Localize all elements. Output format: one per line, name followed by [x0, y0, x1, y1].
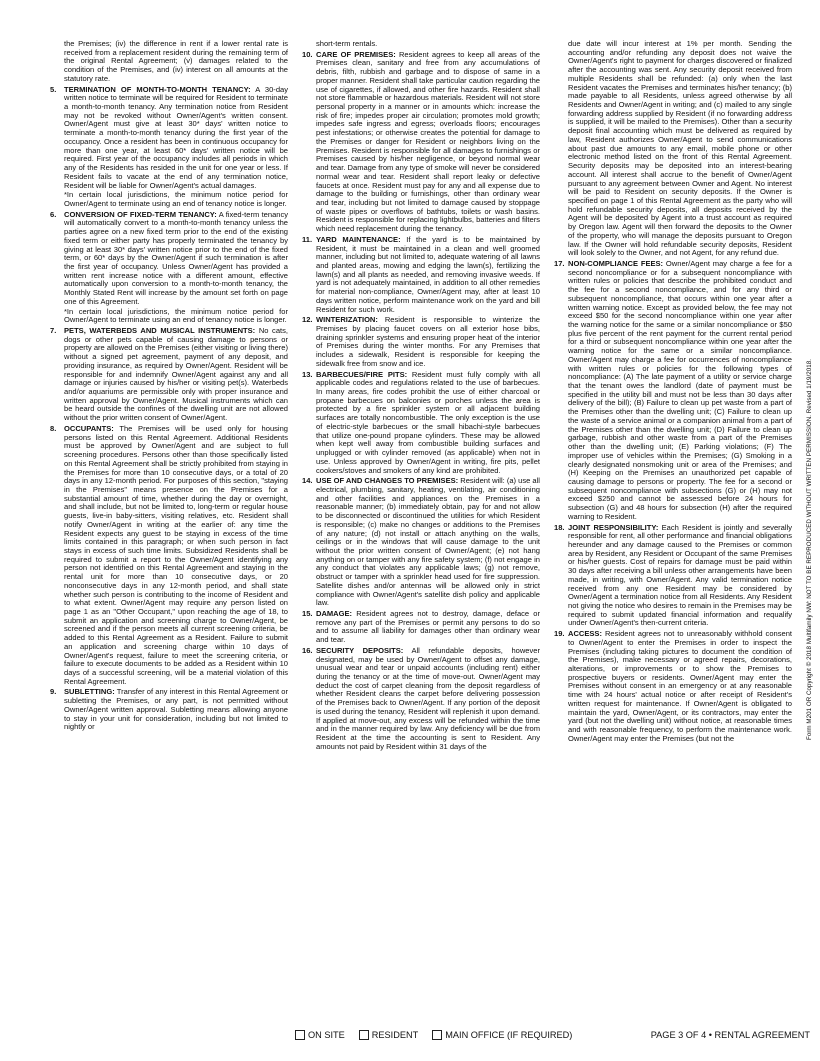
section-9-text: Transfer of any interest in this Rental Agreement or subletting the Premises, or any part, is not permitted without Owner/Agent written approval. Subletting means allowing anyone to stay in your unit for consideration, including but not limited to nightly or	[64, 687, 288, 732]
section-18-title: JOINT RESPONSIBILITY:	[568, 522, 659, 532]
section-13	[302, 371, 540, 476]
checkbox-box[interactable]	[295, 1030, 305, 1040]
resident-checkbox[interactable]	[359, 1030, 418, 1040]
section-5-number: 5.	[50, 84, 57, 94]
section-18-text: Each Resident is jointly and severally responsible for rent, all other performance and financial obligations hereunder and any damage caused to the Premises or common area by Resident, any Resident or Occupant of the same Premises or his/her guests. Cost of repairs for damage must be paid within 30 days after receiving a bill unless other arrangements have been made, in writing, with Owner/Agent. Any valid termination notice received from any one Resident may be considered by Owner/Agent a termination notice from all Residents. Any Resident not giving the notice who desires to remain in the Premises may be required to submit updated financial information and requalify under Owner/Agent's then-current criteria.	[568, 522, 793, 628]
main-office-checkbox[interactable]	[432, 1030, 572, 1040]
section-16-text: All refundable deposits, however designated, may be used by Owner/Agent to offset any damage, unusual wear and tear or unpaid accounts (including rent) either during the tenancy or at the time of move-out. Owner/Agent may deduct the cost of carpet cleaning from the deposit regardless of whether Resident cleans the carpet before delivering possession of the Premises back to Owner/Agent. If any portion of the deposit is used during the tenancy, Resident will replenish it upon demand. If applied at move-out, any excess will be refunded within the time and in the manner required by law. Any deficiency will be due from Resident at the time the accounting is sent to Resident. Any amounts not paid by Resident within 31 days of the	[316, 645, 540, 751]
main-office-label: MAIN OFFICE (IF REQUIRED)	[445, 1030, 573, 1040]
section-6-title: CONVERSION OF FIXED-TERM TENANCY:	[64, 209, 217, 219]
column-2	[302, 40, 540, 754]
footer	[50, 1027, 810, 1043]
section-5-note: *In certain local jurisdictions, the minimum notice period for Owner/Agent to terminate using an end of tenancy notice is longer.	[64, 190, 288, 208]
section-14-title: USE OF AND CHANGES TO PREMISES:	[316, 476, 459, 486]
section-10	[302, 51, 540, 234]
section-4-continuation	[50, 40, 288, 84]
section-15-text: Resident agrees not to destroy, damage, deface or remove any part of the Premises or permit any persons to do so and to assume all liability for damages other than ordinary wear and tear.	[316, 609, 540, 645]
section-12-text: Resident is responsible to winterize the Premises by placing faucet covers on all exterior hose bibs, draining sprinkler systems and ensuring proper heat of the interior of Premises during the winter months. For any Premises that includes a sidewalk, Resident is responsible for keeping the sidewalk free from snow and ice.	[316, 315, 540, 368]
section-15-number: 15.	[302, 609, 313, 618]
section-17-number: 17.	[554, 258, 565, 268]
section-12-number: 12.	[302, 315, 313, 325]
section-5-text: A 30-day written notice to terminate will be required for Resident to terminate a month-to-month tenancy. Any termination notice from Resident may not be revoked without Owner/Agent's written consent. Owner/Agent must give at least 30* days' written notice to terminate a month-to-month tenancy during the first year of the occupancy. Once a resident has been in continuous occupancy for more than one year, at least 60* days' written notice will be required. First year of the occupancy includes all periods in which any of the Residents has resided in the unit for one year or less. If Resident fails to vacate at the end of any termination notice, Resident will be liable for Owner/Agent's actual damages.	[64, 84, 288, 190]
copyright-side-text: Form M201 OR Copyright © 2018 Multifamily NW: NOT TO BE REPRODUCED WITHOUT WRITTEN PERMISSION. Revised 1/19/2018.	[806, 359, 813, 740]
column-1	[50, 40, 288, 734]
section-9-number: 9.	[50, 687, 57, 697]
section-19-text: Resident agrees not to unreasonably withhold consent to Owner/Agent to enter the Premises in order to inspect the Premises (including taking pictures to document the condition of the Premises), make necessary or agreed repairs, decorations, alterations, or improvements or to show the Premises to prospective buyers or residents. Owner/Agent may enter the Premises without consent in an emergency or at any reasonable time with 24 hours' actual notice or after receipt of Resident's written request for maintenance. If Owner/Agent is obligated to maintain the yard, Owner/Agent, or its contractors, may enter the yard (but not the dwelling unit) without notice, at reasonable times and with reasonable frequency, to perform the maintenance work. Owner/Agent may enter the Premises (but not the	[568, 629, 792, 743]
section-19-number: 19.	[554, 629, 565, 639]
checkbox-box[interactable]	[359, 1030, 369, 1040]
section-10-text: Resident agrees to keep all areas of the Premises clean, sanitary and free from any accumulations of debris, filth, rubbish and garbage and to dispose of same in a proper manner. Resident shall take particular caution regarding the use of cigarettes, if allowed, and other fire hazards. Resident shall not store flammable or hazardous materials. Resident will not store personal property in a manner or in amounts which: increase the risk of fire; impedes proper air circulation; promotes mold growth; impedes safe ingress and egress; overloads floors; encourages pest infestations; or otherwise creates the potential for damage to the Premises or danger for Resident or neighbors living on the Premises. Resident is responsible for all damages to furnishings or Premises caused by his/her negligence, or beyond normal wear and tear. Damage from any type of smoke will never be considered normal wear and tear. Resident shall report leaky or defective faucets at once. Resident must pay for any and all expense due to damage to the building or furnishings, other than ordinary wear and tear, including but not limited to damage caused by stoppage of waste pipes or overflows of bathtubs, toilets or wash basins. Resident is responsible for replacing lightbulbs, batteries and filters which need replacement during the tenancy.	[316, 49, 540, 234]
section-4-text: the Premises; (iv) the difference in rent if a lower rental rate is received from a replacement resident during the remaining term of the original Rental Agreement; (v) damages related to the condition of the Premises, and (iv) interest on all amounts at the statutory rate.	[64, 39, 288, 83]
section-8	[50, 425, 288, 687]
section-8-number: 8.	[50, 423, 57, 433]
section-11-text: If the yard is to be maintained by Resident, it must be maintained in a clean and well groomed manner, including but not limited to, adequate watering of all lawns and planted areas, mowing and edging the lawn(s), fertilizing the lawn(s) and all plants as needed, and removing invasive weeds. If yard is not adequately maintained, in addition to all other remedies for material non-compliance, Owner/Agent may, after at least 10 days written notice, perform maintenance work on the yard and bill Resident for such work.	[316, 234, 540, 314]
section-9-cont-text: short-term rentals.	[316, 39, 378, 48]
section-16-number: 16.	[302, 645, 313, 655]
section-6-note: *In certain local jurisdictions, the minimum notice period for Owner/Agent to terminate using an end of tenancy notice is longer.	[64, 306, 288, 325]
section-11	[302, 236, 540, 314]
section-5	[50, 86, 288, 209]
section-19-title: ACCESS:	[568, 629, 602, 639]
section-11-title: YARD MAINTENANCE:	[316, 234, 401, 244]
section-18-number: 18.	[554, 522, 565, 532]
section-17-title: NON-COMPLIANCE FEES:	[568, 258, 664, 268]
section-7-number: 7.	[50, 326, 57, 335]
section-6-number: 6.	[50, 209, 57, 219]
section-12-title: WINTERIZATION:	[316, 315, 378, 325]
section-8-text: The Premises will be used only for housing persons listed on this Rental Agreement. Additional Residents must be approved by Owner/Agent and are subject to full screening procedures. Persons other than those specifically listed on this Rental Agreement shall be strictly prohibited from staying in the Premises for more than 10 consecutive days, or a total of 20 days in any 12-month period. For purposes of this section, "staying in the Premises" means presence on the Premises for a substantial amount of time, whether during the day or overnight, and shall include, but not be limited to, long-term or regular house guests, live-in baby-sitters, visiting relatives, etc. Resident shall notify Owner/Agent in writing at the earlier of: any time the Resident expects any guest to be staying in excess of the time limits contained in this paragraph; or when such person in fact stays in excess of such time limits. Subsidized Residents shall be required to submit a report to the Owner/Agent identifying any person not identified on this Rental Agreement and staying in the rental unit for more than 10 consecutive days, or 20 nonconsecutive days in any 12-month period, and shall state whether such person is contributing to the income of Resident and to what extent. Owner/Agent may require any person listed on page 1 as an "Other Occupant," upon reaching the age of 18, to submit an application and screening charge to Owner/Agent, be screened and if the person meets all current screening criteria, be added to this Rental Agreement as a Resident. Failure to submit an application and screening charge within 10 days of Owner/Agent's request, failure to meet the screening criteria, or failure to execute documents to be added as a Resident within 10 days of a successful screening, will be a material violation of this Rental Agreement.	[64, 423, 288, 686]
section-16-continuation	[554, 40, 792, 258]
section-14	[302, 477, 540, 608]
section-17	[554, 260, 792, 522]
section-8-title: OCCUPANTS:	[64, 423, 114, 433]
section-16	[302, 647, 540, 752]
section-16-title: SECURITY DEPOSITS:	[316, 645, 404, 655]
section-12	[302, 316, 540, 368]
section-9-continuation	[302, 40, 540, 49]
section-15-title: DAMAGE:	[316, 609, 353, 618]
section-19	[554, 630, 792, 743]
section-7	[50, 327, 288, 423]
column-3	[554, 40, 792, 746]
section-6-text: A fixed-term tenancy will automatically convert to a month-to-month tenancy unless the parties agree on a new fixed term prior to the end of the existing fixed term or either party has properly terminated the tenancy by giving at least 30* days' written notice prior to the end of the fixed term, or 60* days by the Owner/Agent if such termination is after the first year of occupancy. Unless Owner/Agent has provided a written rent increase notice with a different amount, effective automatically upon conversion to a month-to-month tenancy, the Monthly Stated Rent will increase by the amount set forth on page one of this Agreement.	[64, 209, 289, 306]
section-14-text: Resident will: (a) use all electrical, plumbing, sanitary, heating, ventilating, air conditioning and other facilities and appliances on the Premises in a reasonable manner; (b) immediately obtain, pay for and not allow to be disconnected or discontinued the utilities for which Resident is responsible; (c) make no changes or additions to the Premises of any nature; (d) not install or attach anything on the walls, ceilings or in the windows that will cause damage to the unit without the prior written consent of Owner/Agent; (e) not hang anything on or tamper with any fire safety system; (f) not engage in any conduct that violates any applicable laws; (g) not remove, obstruct or tamper with a sprinkler head used for fire suppression. Satellite dishes and/or antennas will be allowed only in strict compliance with Owner/Agent's satellite dish policy and applicable law.	[316, 476, 540, 608]
section-16-cont-text: due date will incur interest at 1% per month. Sending the accounting and/or refunding any deposit does not waive the Owner/Agent's right to payment for charges discovered or finalized after the accounting was sent. Any security deposit received from multiple Residents shall be refunded: (a) only when the last Resident vacates the Premises and terminates his/her tenancy; (b) made payable to all Residents, unless agreed otherwise by all Residents and Owner/Agent in writing; and (c) mailed to any single forwarding address supplied by Resident (if no forwarding address is supplied, it will be mailed to the Premises). Other than a security deposit final accounting which must be delivered as required by law, Resident authorizes Owner/Agent to send communications about past due amounts to any email, mobile phone or other electronic method listed on the front of this Rental Agreement. Security deposits may be deposited into an interest-bearing account. All interest shall accrue to the benefit of Owner/Agent pursuant to any agreement between Owner and Agent. No interest will be paid to Resident on security deposits. If the Owner is specified on page 1 of this Rental Agreement as the party who will hold refundable security deposits, all deposits received by the Agent will be deposited by Agent into a trust account as required by Oregon law. Agent will then forward the deposits to the Owner of the property, who will manage the deposits pursuant to Oregon law. If the Owner will hold refundable security deposits, Resident will look solely to the Owner, and not Agent, for any refund due.	[568, 39, 792, 258]
on-site-checkbox[interactable]	[295, 1030, 345, 1040]
section-10-number: 10.	[302, 49, 313, 59]
on-site-label: ON SITE	[308, 1030, 345, 1040]
section-13-text: Resident must fully comply with all applicable codes and regulations related to the use of barbecues. In many areas, fire codes prohibit the use of either charcoal or propane barbecues on balconies or porches unless the area is protected by a fire sprinkler system or all adjacent building surfaces are totally noncombustible. The only exception is the use of electric-style barbecues or the small hibachi-style barbecues that utilize one-pound propane cylinders. These may be allowed when kept well away from combustible building surfaces and unplugged or with cylinder removed (as applicable) when not in use. Unless approved by Owner/Agent in writing, fire pits, pellet cookers/stoves and smokers of any kind are prohibited.	[316, 369, 540, 475]
document-page	[50, 40, 798, 1025]
section-18	[554, 524, 792, 629]
section-5-title: TERMINATION OF MONTH-TO-MONTH TENANCY:	[64, 84, 251, 94]
section-11-number: 11.	[302, 234, 313, 244]
section-6	[50, 211, 288, 325]
section-9	[50, 688, 288, 732]
section-7-text: No cats, dogs or other pets capable of causing damage to persons or property are allowed on the Premises (either visiting or living there) without a signed pet agreement, payment of any deposit, and providing insurance, as required by Owner/Agent. Resident will be responsible for and indemnify Owner/Agent against any and all damage or injuries caused by his/her or visiting pet(s). Waterbeds and/or aquariums are permissible only with proper insurance and written approval by Owner/Agent. Musical instruments which can be heard outside the confines of the dwelling unit are not allowed without the prior written consent of Owner/Agent.	[64, 326, 288, 423]
section-10-title: CARE OF PREMISES:	[316, 49, 396, 59]
checkbox-box[interactable]	[432, 1030, 442, 1040]
section-15	[302, 610, 540, 645]
section-9-title: SUBLETTING:	[64, 687, 115, 697]
section-13-number: 13.	[302, 369, 313, 379]
section-17-text: Owner/Agent may charge a fee for a second noncompliance or for a subsequent noncompliance with written rules or policies that describe the prohibited conduct and the fee for a second noncompliance, and for any third or subsequent noncompliance, that occurs within one year after a written warning notice. Except as provided below, the fee may not exceed $50 for the second noncompliance within one year after the warning notice for the same or a similar noncompliance or $50 plus five percent of the rent payment for the current rental period for a third or subsequent noncompliance within one year after the warning notice for the same or a similar noncompliance. Owner/Agent may charge a fee for occurrences of noncompliance with written rules or policies for the following types of noncompliance: (A) The late payment of a utility or service charge that the tenant owes the landlord (date of payment must be specified in the utility bill and must not be less than 30 days after delivery of the bill); (B) Failure to clean up pet waste from a part of the Premises other than the dwelling unit; (C) Failure to clean up the waste of a service animal or a companion animal from a part of the Premises other than the dwelling unit; (D) Failure to clean up garbage, rubbish and other waste from a part of the Premises other than the dwelling unit; (E) Parking violations; (F) The improper use of vehicles within the Premises; (G) Smoking in a clearly designated nonsmoking unit or area of the Premises; and (H) Keeping on the Premises an unauthorized pet capable of causing damage to persons or property. The fee for a second or subsequent noncompliance with subsections (G) or (H) may not exceed $250 and cannot be assessed before 24 hours for subsection (G) and 48 hours for subsection (H) after the required warning to Resident.	[568, 258, 792, 521]
section-7-title: PETS, WATERBEDS AND MUSICAL INSTRUMENTS:	[64, 326, 256, 335]
section-14-number: 14.	[302, 476, 313, 486]
section-13-title: BARBECUES/FIRE PITS:	[316, 369, 408, 379]
resident-label: RESIDENT	[371, 1030, 419, 1040]
page-info: PAGE 3 OF 4 • RENTAL AGREEMENT	[650, 1030, 810, 1040]
